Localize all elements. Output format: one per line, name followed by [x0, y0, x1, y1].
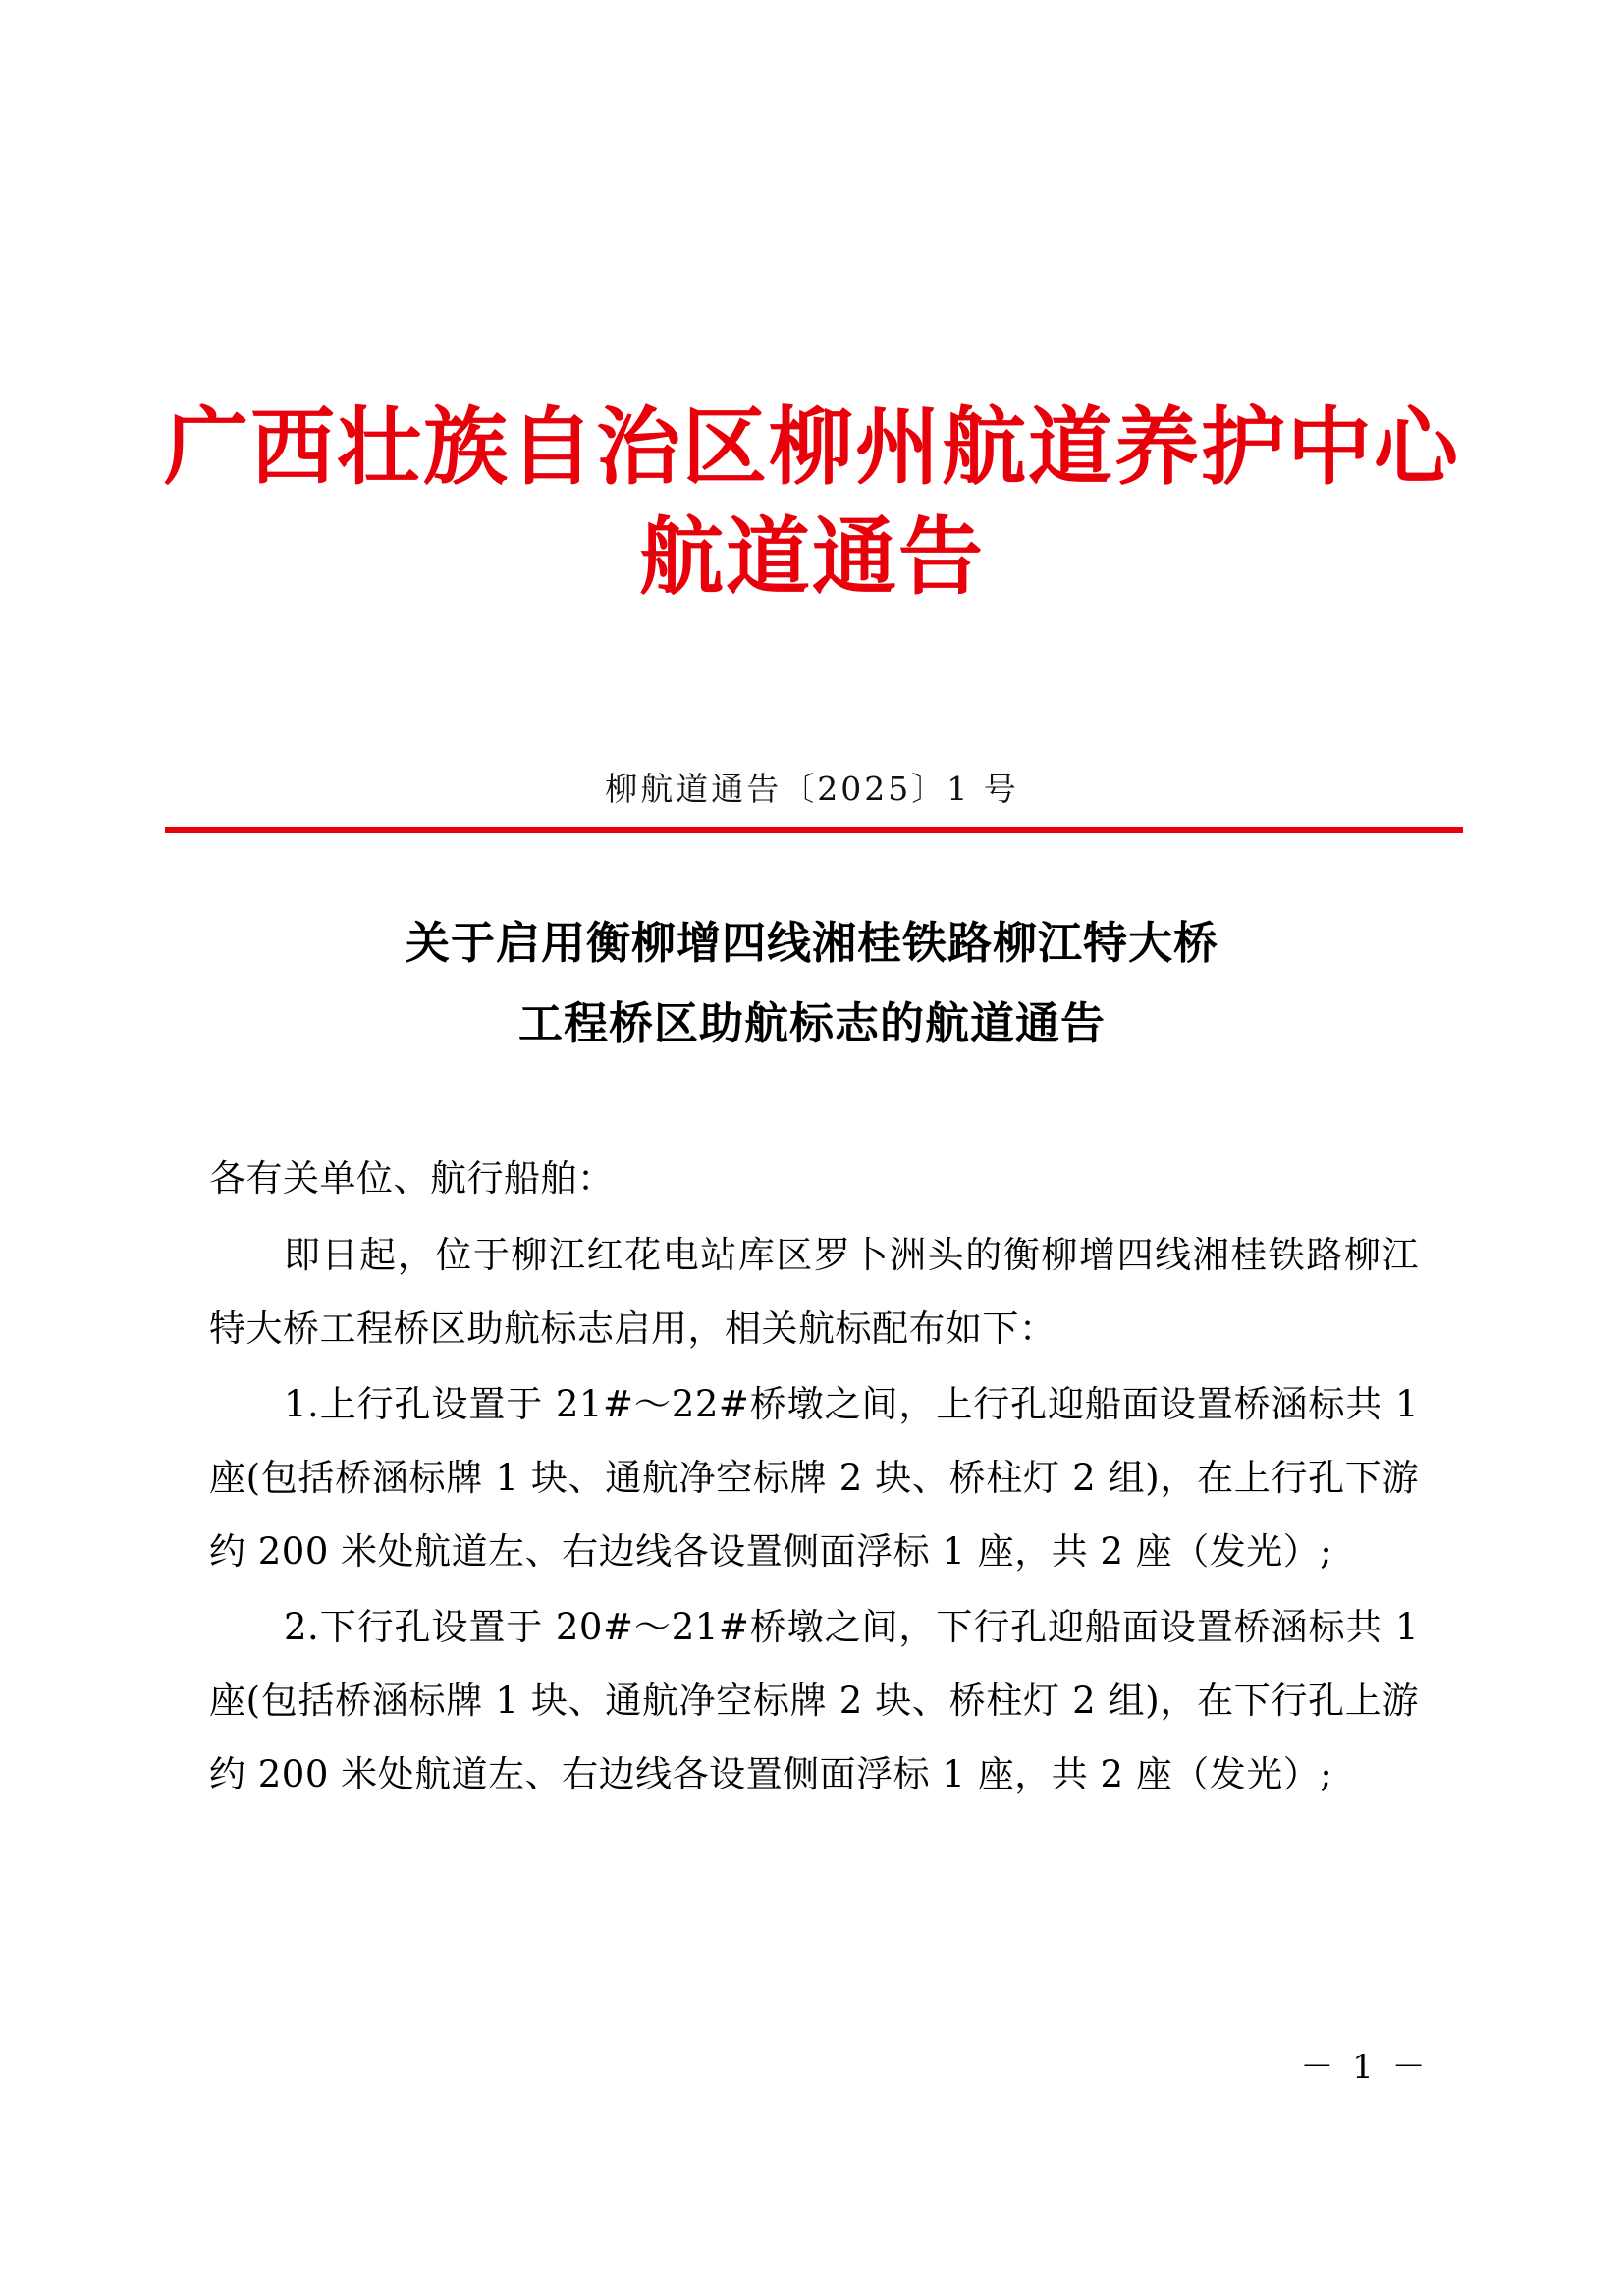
document-number: 柳航道通告〔2025〕1 号 [605, 770, 1019, 808]
document-type-title: 航道通告 [639, 507, 985, 607]
masthead [0, 393, 1624, 613]
body-paragraph-1: 即日起，位于柳江红花电站库区罗卜洲头的衡柳增四线湘桂铁路柳江特大桥工程桥区助航标志启用，相关航标配布如下： [209, 1234, 1419, 1350]
document-body [209, 1142, 1419, 1811]
body-list-item-2: 2.下行孔设置于 20#～21#桥墩之间，下行孔迎船面设置桥涵标共 1 座(包括桥涵标牌 1 块、通航净空标牌 2 块、桥柱灯 2 组)，在下行孔上游约 200 米处航道左、右边线各设置侧面浮标 1 座，共 2 座（发光）; [209, 1606, 1419, 1795]
salutation: 各有关单位、航行船舶： [209, 1157, 615, 1200]
subject-title-line-1: 关于启用衡柳增四线湘桂铁路柳江特大桥 [405, 917, 1218, 969]
subject-title-line-2: 工程桥区助航标志的航道通告 [517, 997, 1106, 1049]
page-number: － 1 － [1300, 2048, 1430, 2087]
subject-title [0, 903, 1624, 1064]
issuing-authority-title: 广西壮族自治区柳州航道养护中心 [164, 398, 1460, 497]
body-list-item-1: 1.上行孔设置于 21#～22#桥墩之间，上行孔迎船面设置桥涵标共 1 座(包括桥涵标牌 1 块、通航净空标牌 2 块、桥柱灯 2 组)，在上行孔下游约 200 米处航道左、右边线各设置侧面浮标 1 座，共 2 座（发光）; [209, 1383, 1419, 1573]
red-divider-rule [165, 827, 1463, 833]
